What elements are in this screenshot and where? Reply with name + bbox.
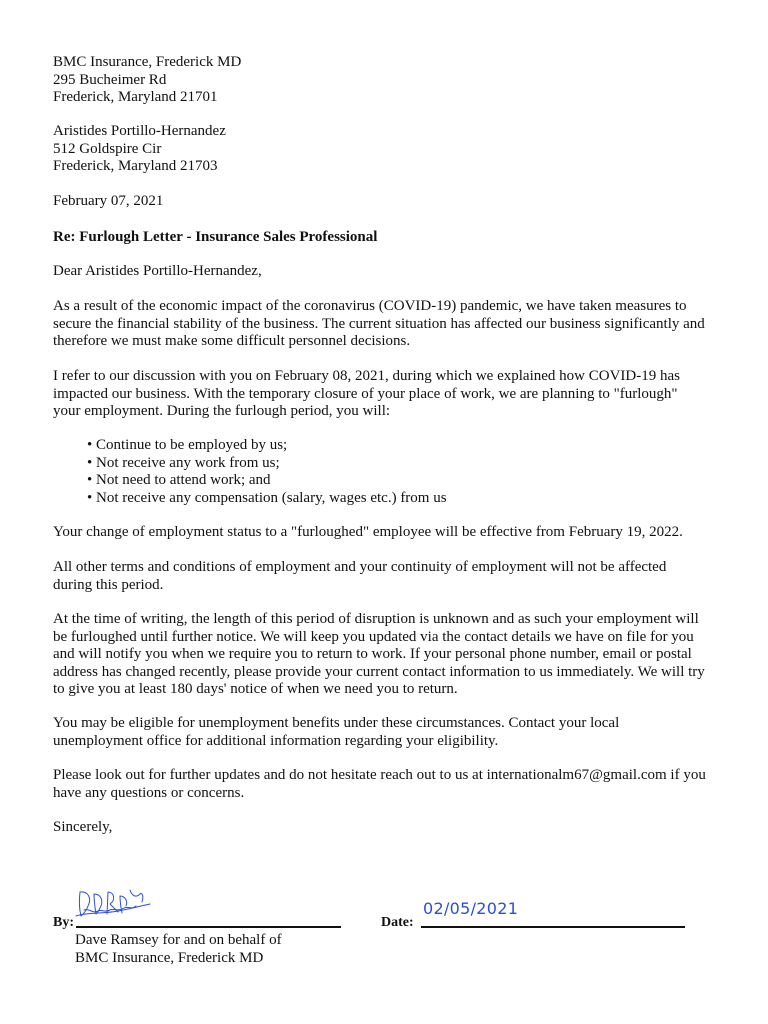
closing-text: Sincerely, [53, 819, 113, 835]
paragraph-line: address has changed recently, please provide your current contact information to us immediately. We will try [53, 663, 705, 680]
salutation [53, 263, 723, 281]
sender-address [53, 54, 723, 107]
signature-line [76, 926, 341, 928]
handwritten-signature-icon [74, 886, 154, 926]
paragraph-6 [53, 715, 723, 750]
paragraph-line: therefore we must make some difficult personnel decisions. [53, 333, 411, 349]
by-label: By: [53, 915, 74, 930]
bullet-marker: • [87, 489, 93, 506]
subject-text: Re: Furlough Letter - Insurance Sales Professional [53, 229, 378, 245]
paragraph-line: I refer to our discussion with you on February 08, 2021, during which we explained how COVID-19 has [53, 368, 680, 384]
paragraph-2 [53, 368, 723, 421]
paragraph-line: during this period. [53, 576, 164, 593]
recipient-city: Frederick, Maryland 21703 [53, 158, 218, 174]
paragraph-7 [53, 767, 723, 802]
furlough-bullet-list [87, 437, 757, 507]
list-item-text: Not receive any compensation (salary, wages etc.) from us [96, 489, 447, 506]
bullet-marker: • [87, 472, 93, 488]
list-item-text: Continue to be employed by us; [96, 437, 288, 453]
paragraph-line: You may be eligible for unemployment benefits under these circumstances. Contact your local [53, 715, 620, 731]
salutation-text: Dear Aristides Portillo-Hernandez, [53, 263, 262, 279]
bullet-marker: • [87, 454, 93, 471]
paragraph-line: secure the financial stability of the business. The current situation has affected our business significantly and [53, 315, 705, 332]
list-item-text: Not need to attend work; and [96, 472, 271, 488]
paragraph-line: Please look out for further updates and do not hesitate reach out to us at internationalm67@gmail.com if you [53, 767, 706, 783]
date-label: Date: [381, 915, 414, 930]
paragraph-line: impacted our business. With the temporary closure of your place of work, we are planning to "furlough" [53, 385, 678, 402]
paragraph-3 [53, 524, 723, 542]
recipient-street: 512 Goldspire Cir [53, 140, 162, 157]
paragraph-line: and will notify you when we require you to return to work. If your personal phone number, email or postal [53, 646, 692, 662]
sender-street: 295 Bucheimer Rd [53, 71, 167, 88]
paragraph-line: be furloughed until further notice. We will keep you updated via the contact details we have on file for you [53, 628, 694, 645]
letter-date [53, 193, 723, 211]
date-line [421, 926, 685, 928]
paragraph-line: have any questions or concerns. [53, 784, 245, 801]
paragraph-5 [53, 611, 723, 699]
paragraph-line: your employment. During the furlough period, you will: [53, 403, 391, 419]
paragraph-line: to give you at least 180 days' notice of when we need you to return. [53, 681, 458, 697]
paragraph-line: All other terms and conditions of employment and your continuity of employment will not be affected [53, 559, 667, 575]
paragraph-line: unemployment office for additional information regarding your eligibility. [53, 732, 499, 749]
signer-line: BMC Insurance, Frederick MD [75, 949, 264, 966]
signer-line: Dave Ramsey for and on behalf of [75, 932, 282, 948]
list-item [87, 472, 757, 490]
bullet-marker: • [87, 437, 93, 453]
paragraph-line: Your change of employment status to a "furloughed" employee will be effective from February 19, 2022. [53, 524, 683, 540]
letter-date-text: February 07, 2021 [53, 193, 164, 209]
subject-line [53, 229, 723, 247]
signer-block [75, 932, 745, 967]
closing [53, 819, 723, 837]
paragraph-1 [53, 298, 723, 351]
paragraph-line: As a result of the economic impact of the coronavirus (COVID-19) pandemic, we have taken measures to [53, 298, 687, 314]
list-item [87, 437, 757, 455]
sender-city: Frederick, Maryland 21701 [53, 89, 218, 105]
sender-name: BMC Insurance, Frederick MD [53, 54, 242, 70]
list-item-text: Not receive any work from us; [96, 454, 280, 471]
paragraph-4 [53, 559, 723, 594]
signed-date-value: 02/05/2021 [423, 899, 519, 918]
list-item [87, 490, 757, 508]
list-item [87, 455, 757, 473]
recipient-name: Aristides Portillo-Hernandez [53, 123, 226, 139]
paragraph-line: At the time of writing, the length of this period of disruption is unknown and as such your employment will [53, 611, 699, 627]
recipient-address [53, 123, 723, 176]
